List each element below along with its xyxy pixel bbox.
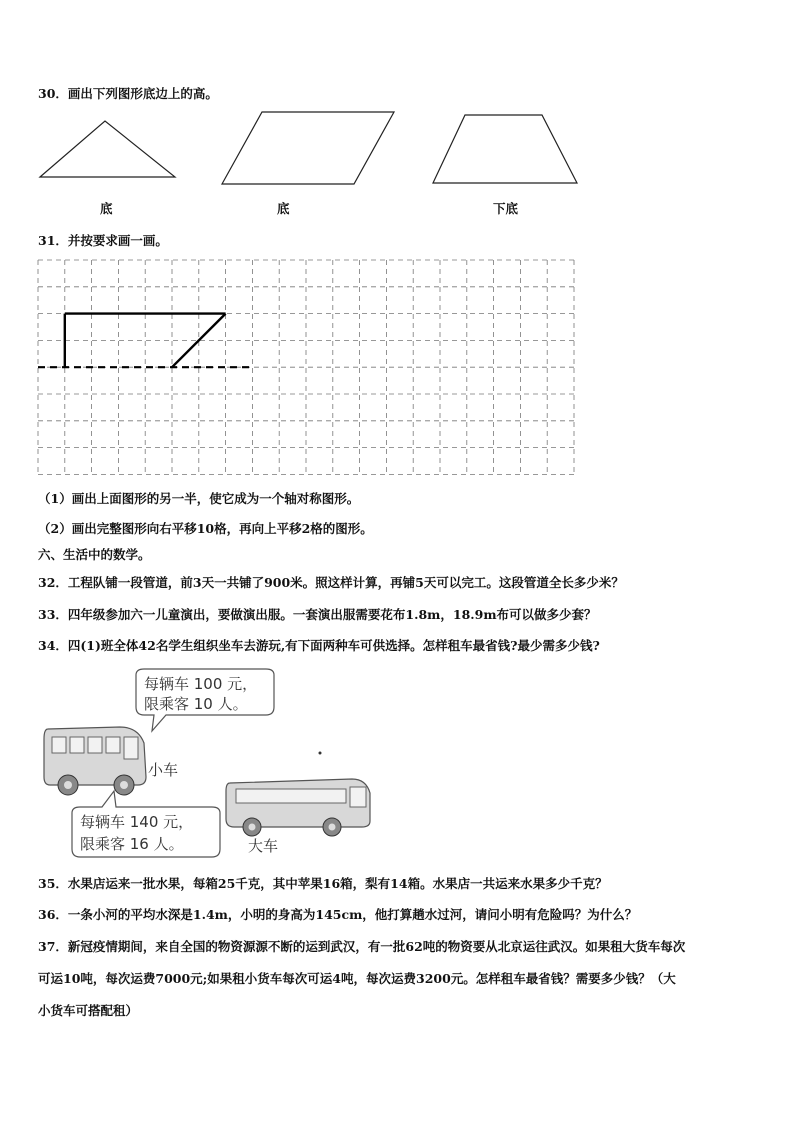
small-bus-capacity: 限乘客 10 人。 <box>144 695 248 713</box>
trapezoid-base-label: 下底 <box>493 201 519 216</box>
triangle-base-label: 底 <box>100 201 113 216</box>
section-six-heading: 六、生活中的数学。 <box>38 547 151 562</box>
q31-sub1: （1）画出上面图形的另一半，使它成为一个轴对称图形。 <box>38 491 360 506</box>
dashed-grid <box>36 258 576 478</box>
q37-line3: 小货车可搭配租） <box>38 1003 139 1018</box>
big-bus-price: 每辆车 140 元， <box>80 813 194 831</box>
big-bus-price-bubble <box>72 791 220 857</box>
small-bus-label: 小车 <box>148 761 179 779</box>
bus-illustration <box>40 665 380 865</box>
triangle-figure <box>38 118 178 180</box>
q37-line1: 37．新冠疫情期间，来自全国的物资源源不断的运到武汉，有一批62吨的物资要从北京运往武汉。如果租大货车每次 <box>38 939 686 954</box>
q35-text: 35．水果店运来一批水果，每箱25千克，其中苹果16箱，梨有14箱。水果店一共运来水果多少千克？ <box>38 876 608 891</box>
small-bus-price: 每辆车 100 元， <box>144 675 258 693</box>
q31-sub2: （2）画出完整图形向右平移10格，再向上平移2格的图形。 <box>38 521 373 536</box>
big-bus-icon <box>226 779 370 836</box>
q36-text: 36．一条小河的平均水深是1.4m，小明的身高为145cm，他打算趟水过河，请问小明有危险吗？为什么？ <box>38 907 638 922</box>
trapezoid-figure <box>430 112 580 186</box>
q32-text: 32．工程队铺一段管道，前3天一共铺了900米。照这样计算，再铺5天可以完工。这段管道全长多少米？ <box>38 575 624 590</box>
q34-text: 34．四(1)班全体42名学生组织坐车去游玩,有下面两种车可供选择。怎样租车最省钱?最少需多少钱? <box>38 638 600 653</box>
q37-line2: 可运10吨，每次运费7000元;如果租小货车每次可运4吨，每次运费3200元。怎样租车最省钱？需要多少钱？（大 <box>38 971 676 986</box>
parallelogram-figure <box>220 110 396 186</box>
small-bus-price-bubble <box>136 669 274 731</box>
big-bus-label: 大车 <box>248 837 279 855</box>
big-bus-capacity: 限乘客 16 人。 <box>80 835 184 853</box>
q33-text: 33．四年级参加六一儿童演出，要做演出服。一套演出服需要花布1.8m，18.9m布可以做多少套？ <box>38 607 597 622</box>
small-bus-icon <box>44 727 146 795</box>
parallelogram-base-label: 底 <box>277 201 290 216</box>
q30-text: 30．画出下列图形底边上的高。 <box>38 86 218 101</box>
q31-text: 31．并按要求画一画。 <box>38 233 168 248</box>
